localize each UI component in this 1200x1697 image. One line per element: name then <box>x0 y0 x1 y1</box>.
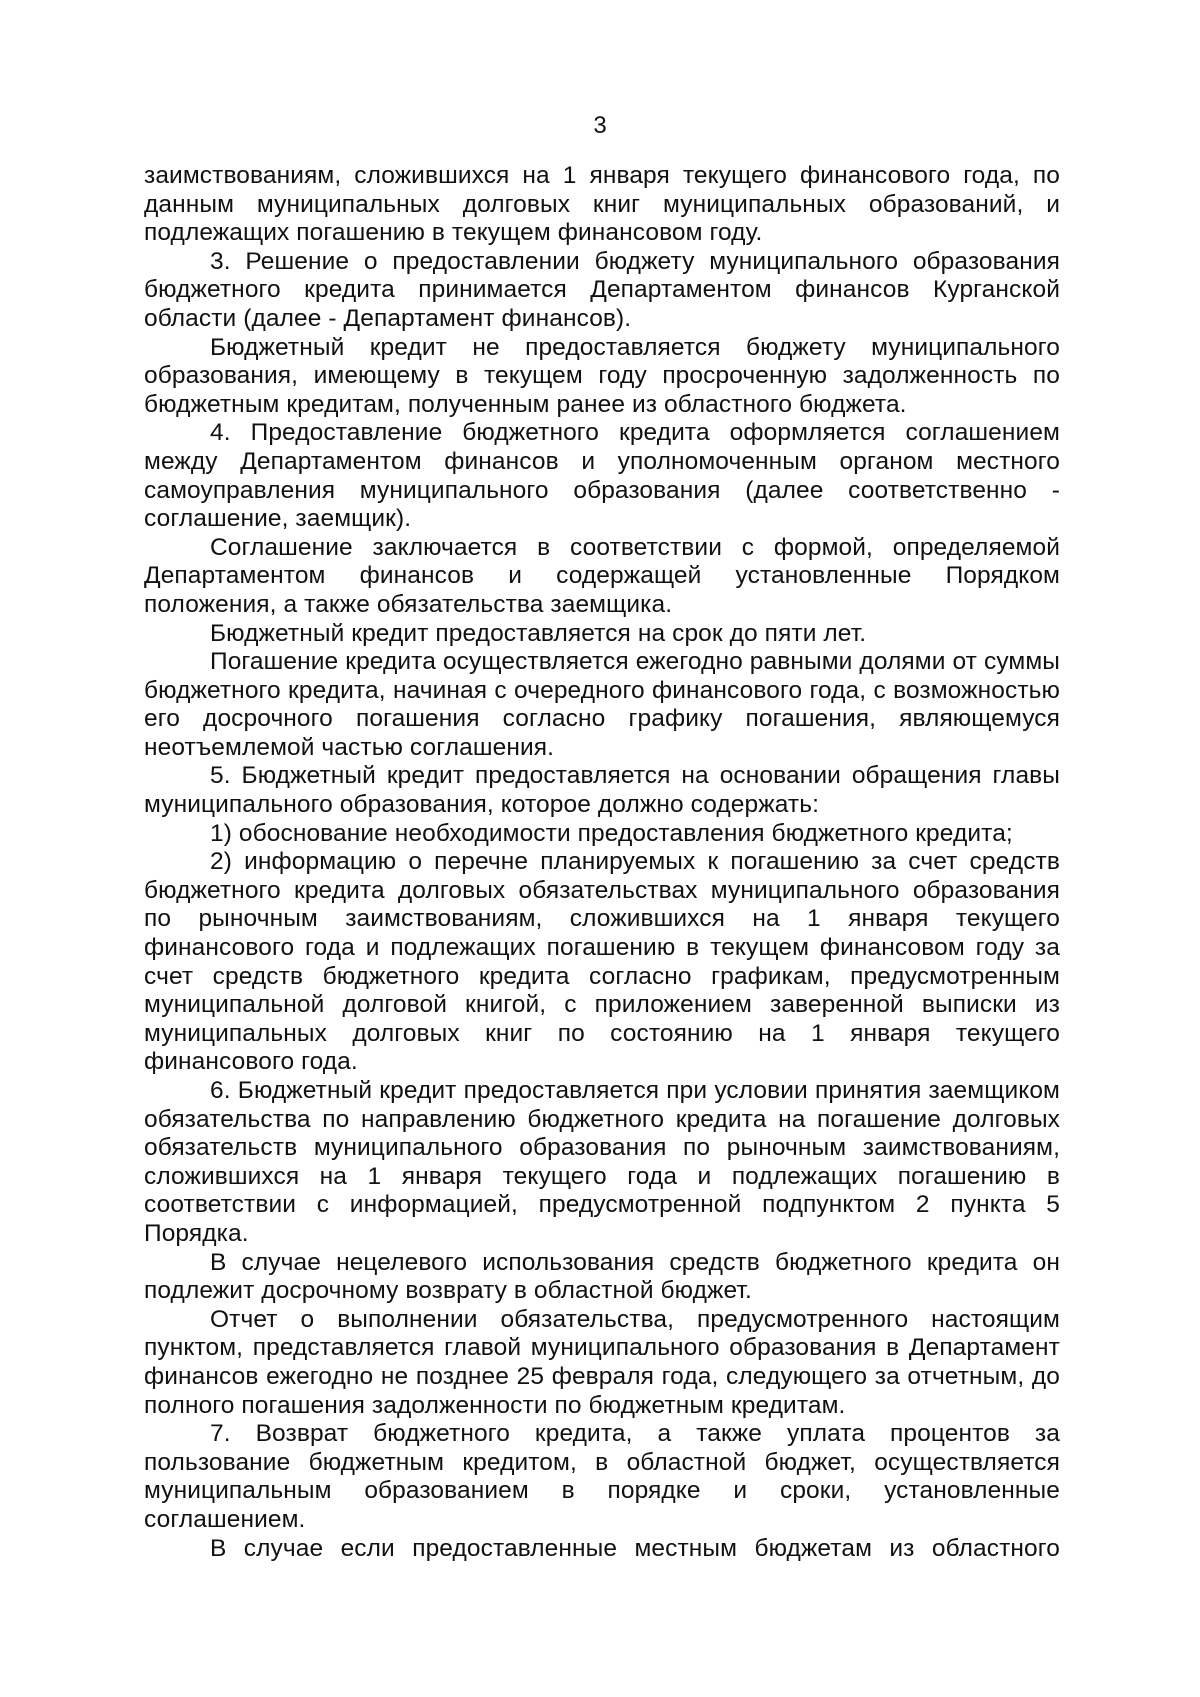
paragraph: Отчет о выполнении обязательства, предусмотренного настоящим пунктом, представляется главой муниципального образования в Департамент финансов ежегодно не позднее 25 февраля года, следующего за отчетным, до полного погашения задолженности по бюджетным кредитам. <box>144 1305 1060 1419</box>
paragraph: 1) обоснование необходимости предоставления бюджетного кредита; <box>210 819 1013 847</box>
paragraph: 3. Решение о предоставлении бюджету муниципального образования бюджетного кредита принимается Департаментом финансов Курганской области (далее - Департамент финансов). <box>144 247 1060 332</box>
paragraph: Бюджетный кредит не предоставляется бюджету муниципального образования, имеющему в текущем году просроченную задолженность по бюджетным кредитам, полученным ранее из областного бюджета. <box>144 333 1060 418</box>
paragraph: Погашение кредита осуществляется ежегодно равными долями от суммы бюджетного кредита, начиная с очередного финансового года, с возможностью его досрочного погашения согласно графику погашения, являющемуся неотъемлемой частью соглашения. <box>144 648 1060 761</box>
paragraph: 7. Возврат бюджетного кредита, а также уплата процентов за пользование бюджетным кредитом, в областной бюджет, осуществляется муниципальным образованием в порядке и сроки, установленные соглашением. <box>144 1420 1060 1533</box>
document-body <box>144 162 1060 1563</box>
paragraph: 4. Предоставление бюджетного кредита оформляется соглашением между Департаментом финансов и уполномоченным органом местного самоуправления муниципального образования (далее соответственно - соглашение, заемщик). <box>144 419 1060 533</box>
paragraph: В случае нецелевого использования средств бюджетного кредита он подлежит досрочному возврату в областной бюджет. <box>144 1248 1060 1305</box>
paragraph: 6. Бюджетный кредит предоставляется при условии принятия заемщиком обязательства по направлению бюджетного кредита на погашение долговых обязательств муниципального образования по рыночным заимствованиям, сложившихся на 1 января текущего года и подлежащих погашению в соответствии с информацией, предусмотренной подпунктом 2 пункта 5 Порядка. <box>144 1077 1060 1247</box>
paragraph: Соглашение заключается в соответствии с формой, определяемой Департаментом финансов и содержащей установленные Порядком положения, а также обязательства заемщика. <box>144 533 1060 618</box>
paragraph: заимствованиям, сложившихся на 1 января текущего финансового года, по данным муниципальных долговых книг муниципальных образований, и подлежащих погашению в текущем финансовом году. <box>144 162 1060 247</box>
paragraph: 2) информацию о перечне планируемых к погашению за счет средств бюджетного кредита долговых обязательствах муниципального образования по рыночным заимствованиям, сложившихся на 1 января текущего финансового года и подлежащих погашению в текущем финансовом году за счет средств бюджетного кредита согласно графикам, предусмотренным муниципальной долговой книгой, с приложением заверенной выписки из муниципальных долговых книг по состоянию на 1 января текущего финансового года. <box>144 848 1060 1076</box>
page-number: 3 <box>593 112 607 139</box>
paragraph: Бюджетный кредит предоставляется на срок до пяти лет. <box>210 619 867 647</box>
paragraph: В случае если предоставленные местным бюджетам из областного <box>210 1534 1060 1562</box>
paragraph: 5. Бюджетный кредит предоставляется на основании обращения главы муниципального образования, которое должно содержать: <box>144 762 1060 819</box>
